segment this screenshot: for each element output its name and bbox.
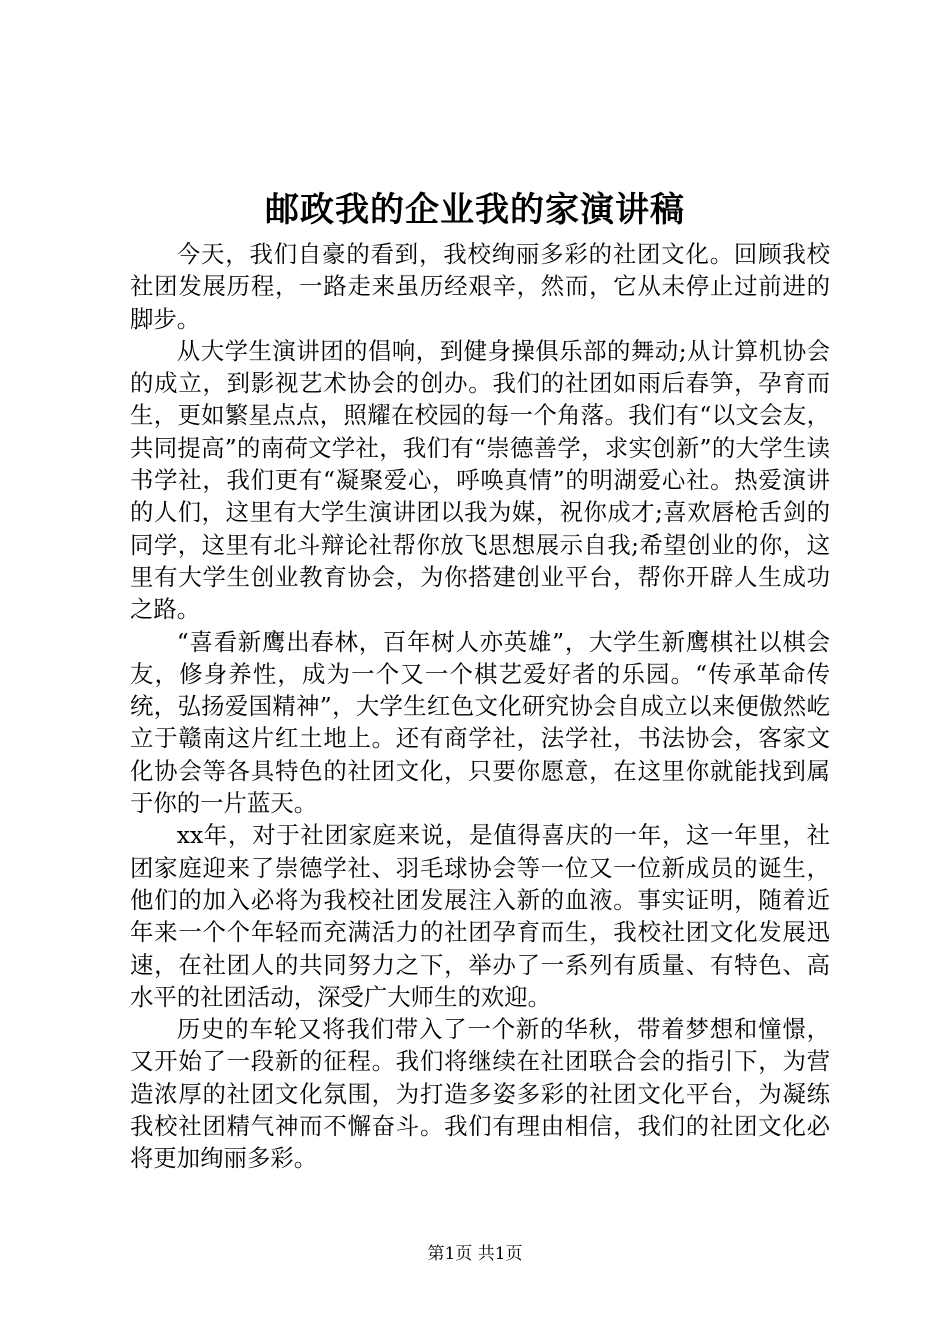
- paragraph: 今天，我们自豪的看到，我校绚丽多彩的社团文化。回顾我校社团发展历程，一路走来虽历经艰辛，然而，它从未停止过前进的脚步。: [130, 240, 830, 333]
- paragraph: 从大学生演讲团的倡响，到健身操俱乐部的舞动;从计算机协会的成立，到影视艺术协会的创办。我们的社团如雨后春笋，孕育而生，更如繁星点点，照耀在校园的每一个角落。我们有“以文会友，共同提高”的南荷文学社，我们有“崇德善学，求实创新”的大学生读书学社，我们更有“凝聚爱心，呼唤真情”的明湖爱心社。热爱演讲的人们，这里有大学生演讲团以我为媒，祝你成才;喜欢唇枪舌剑的同学，这里有北斗辩论社帮你放飞思想展示自我;希望创业的你，这里有大学生创业教育协会，为你搭建创业平台，帮你开辟人生成功之路。: [130, 336, 830, 624]
- paragraph: 历史的车轮又将我们带入了一个新的华秋，带着梦想和憧憬，又开始了一段新的征程。我们将继续在社团联合会的指引下，为营造浓厚的社团文化氛围，为打造多姿多彩的社团文化平台，为凝练我校社团精气神而不懈奋斗。我们有理由相信，我们的社团文化必将更加绚丽多彩。: [130, 1015, 830, 1173]
- paragraph: xx年，对于社团家庭来说，是值得喜庆的一年，这一年里，社团家庭迎来了崇德学社、羽毛球协会等一位又一位新成员的诞生，他们的加入必将为我校社团发展注入新的血液。事实证明，随着近年来一个个年轻而充满活力的社团孕育而生，我校社团文化发展迅速，在社团人的共同努力之下，举办了一系列有质量、有特色、高水平的社团活动，深受广大师生的欢迎。: [130, 821, 830, 1011]
- document-title: 邮政我的企业我的家演讲稿: [265, 190, 685, 230]
- page-footer: 第1页 共1页: [427, 1244, 523, 1264]
- paragraph: “喜看新鹰出春林，百年树人亦英雄”，大学生新鹰棋社以棋会友，修身养性，成为一个又一个棋艺爱好者的乐园。“传承革命传统，弘扬爱国精神”，大学生红色文化研究协会自成立以来便傲然屹立于赣南这片红土地上。还有商学社，法学社，书法协会，客家文化协会等各具特色的社团文化，只要你愿意，在这里你就能找到属于你的一片蓝天。: [130, 627, 830, 818]
- document-body: [130, 238, 830, 1175]
